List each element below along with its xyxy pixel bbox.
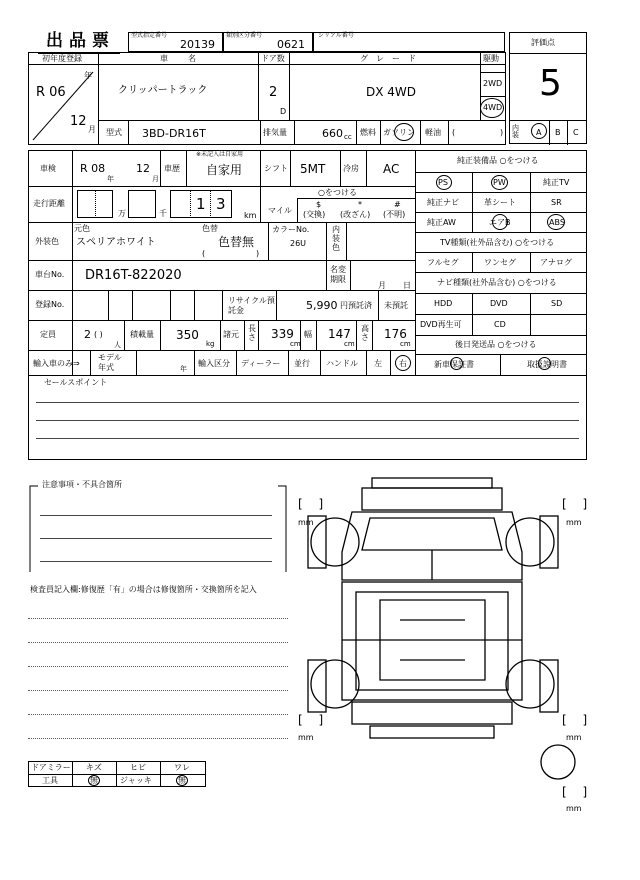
chassis-value: DR16T-822020 [85, 268, 182, 283]
mirror-label: ドアミラー [31, 763, 71, 772]
parallel-label[interactable]: 並行 [294, 359, 310, 368]
door-type: D [280, 107, 287, 116]
type-cert-value: 20139 [180, 38, 215, 51]
name-change-month: 月 [378, 281, 386, 290]
use-label: 車歴 [164, 164, 180, 173]
shaken-year: R 08 [80, 162, 106, 175]
tool-label: 工具 [42, 776, 58, 785]
doors-label: ドア数 [261, 54, 285, 63]
score-value: 5 [539, 63, 562, 104]
model-year-unit: 年 [180, 365, 187, 373]
serial-label: シリアル番号 [318, 32, 354, 39]
repaint-paren-open: ( [202, 249, 206, 258]
unknown-label[interactable]: (不明) [383, 210, 406, 219]
navi-hdd[interactable]: HDD [434, 299, 453, 308]
mileage-digit-1: 1 [196, 195, 206, 213]
tamper-sym: * [358, 200, 362, 209]
height-label: 高さ [361, 324, 369, 342]
left-label[interactable]: 左 [374, 359, 382, 368]
tamper-label[interactable]: (改ざん) [340, 210, 371, 219]
tool-circle [88, 775, 100, 786]
navi-dvd-play[interactable]: DVD再生可 [420, 320, 462, 329]
drive-label: 駆動 [483, 54, 499, 63]
width-cm: cm [344, 340, 355, 348]
drive-4wd-circle [480, 98, 504, 118]
mm-bottom-left: mm [298, 733, 314, 742]
drive-2wd[interactable]: 2WD [483, 79, 503, 88]
equip-abs-circle [547, 214, 565, 230]
mileage-man: 万 [118, 209, 126, 218]
equip-ps-circle [436, 175, 452, 190]
ac-label: 冷房 [343, 164, 359, 173]
equip-sr[interactable]: SR [551, 198, 562, 207]
shaken-month-unit: 月 [152, 175, 159, 183]
month-unit: 月 [88, 125, 96, 134]
fuel-gasoline[interactable]: ガソリン [383, 128, 415, 137]
circle-note: ○をつける [318, 188, 357, 197]
length-value: 339 [271, 327, 294, 341]
mileage-digit-2: 3 [216, 195, 226, 213]
vehicle-diagram [290, 470, 590, 770]
displacement-value: 660 [322, 127, 343, 140]
later-manual[interactable]: 取扱説明書 [527, 360, 567, 369]
shift-value: 5MT [300, 162, 326, 176]
dealer-label[interactable]: ディーラー [241, 359, 281, 368]
dims-label: 諸元 [223, 330, 239, 339]
navi-sd[interactable]: SD [551, 299, 563, 308]
equip-title: 純正装備品 ○をつける [457, 156, 539, 165]
repaint-paren-close: ) [256, 249, 260, 258]
mm-bottom-left-bracket: [ ] [298, 713, 324, 727]
right-handle-circle [395, 355, 411, 371]
ac-value: AC [383, 162, 400, 176]
import-class-label: 輸入区分 [198, 359, 230, 368]
recycle-label: リサイクル預託金 [228, 296, 275, 315]
height-cm: cm [400, 340, 411, 348]
capacity-value: 2 [84, 328, 91, 341]
shift-label: シフト [264, 164, 288, 173]
equip-airbag[interactable]: エアB [489, 218, 511, 227]
length-cm: cm [290, 340, 301, 348]
car-name-label: 車名 [160, 54, 216, 63]
fuel-gasoline-circle [394, 123, 414, 141]
reg-no-label: 登録No. [35, 300, 65, 309]
displacement-label: 排気量 [263, 128, 287, 137]
shaken-label: 車検 [40, 164, 56, 173]
first-reg-year: R 06 [36, 85, 66, 100]
mm-top-right: mm [566, 518, 582, 527]
navi-dvd[interactable]: DVD [490, 299, 508, 308]
kg-unit: kg [206, 340, 215, 348]
height-value: 176 [384, 327, 407, 341]
tool-value: 無 [90, 776, 98, 785]
navi-title: ナビ種類(社外品含む) ○をつける [437, 278, 557, 287]
color-no-value: 26U [290, 239, 307, 248]
mm-top-left: mm [298, 518, 314, 527]
length-label: 長さ [248, 324, 256, 342]
recycle-status[interactable]: 円預託済 [340, 301, 372, 310]
inspector-label: 検査員記入欄:修復歴「有」の場合は修復箇所・交換箇所を記入 [30, 585, 257, 594]
navi-cd[interactable]: CD [494, 320, 506, 329]
name-change-label: 名変期限 [330, 265, 346, 284]
exterior-color-value: スペリアホワイト [76, 237, 156, 248]
fuel-paren-close: ) [500, 128, 504, 137]
handle-label: ハンドル [326, 359, 358, 368]
interior-label: 内装 [512, 124, 519, 139]
break-label: ワレ [174, 763, 190, 772]
jack-circle [176, 775, 188, 786]
recycle-value: 5,990 [306, 299, 338, 312]
caution-label: 注意事項・不具合箇所 [42, 480, 122, 489]
unknown-sym: # [394, 200, 401, 209]
later-warranty[interactable]: 新車保証書 [434, 360, 474, 369]
interior-c[interactable]: C [573, 128, 579, 137]
sales-point-label: セールスポイント [44, 378, 108, 387]
equip-aw[interactable]: 純正AW [427, 218, 456, 227]
tv-title: TV種類(社外品含む) ○をつける [440, 238, 555, 247]
grade-label: グレード [360, 54, 424, 63]
tv-analog[interactable]: アナログ [540, 258, 572, 267]
equip-navi[interactable]: 純正ナビ [427, 198, 459, 207]
model-value: 3BD-DR16T [142, 127, 206, 140]
repaint-value: 色替無 [218, 235, 255, 249]
car-name-value: クリッパートラック [118, 85, 208, 96]
capacity-label: 定員 [40, 330, 56, 339]
equip-airbag-circle [492, 214, 508, 230]
equip-ps[interactable]: PS [438, 178, 448, 187]
exterior-label: 外装色 [35, 237, 59, 246]
doors-value: 2 [269, 85, 278, 100]
equip-pw-circle [491, 175, 508, 190]
class-label: 類別区分番号 [226, 32, 263, 39]
equip-tv[interactable]: 純正TV [543, 178, 570, 187]
spare-wheel [538, 742, 578, 782]
interior-b[interactable]: B [555, 128, 561, 137]
exchange-sym: $ [316, 200, 322, 209]
use-note: ※未記入は自家用 [196, 151, 244, 158]
scratch-label: キズ [86, 763, 102, 772]
mm-rear-bracket: [ ] [562, 785, 588, 799]
first-reg-month: 12 [70, 114, 87, 129]
import-label: 輸入車のみ⇒ [33, 359, 80, 368]
fuel-diesel[interactable]: 軽油 [425, 128, 441, 137]
later-warranty-circle [450, 357, 463, 370]
exchange-label[interactable]: (交換) [303, 210, 326, 219]
exterior-color-label: 元色 [74, 224, 90, 233]
form-title: 出品票 [46, 31, 115, 51]
jack-value: 無 [178, 776, 186, 785]
shaken-month: 12 [136, 162, 150, 175]
mm-rear: mm [566, 804, 582, 813]
capacity-paren: ( ) [94, 330, 103, 339]
chassis-label: 車台No. [35, 270, 65, 279]
fuel-paren-open: ( [452, 128, 456, 137]
model-label: 型式 [106, 128, 122, 137]
repaint-label: 色替 [202, 224, 218, 233]
grade-value: DX 4WD [366, 85, 417, 99]
score-label: 評価点 [531, 38, 555, 47]
fuel-label: 燃料 [360, 128, 376, 137]
mile-label: マイル [268, 206, 292, 215]
name-change-day: 日 [403, 281, 411, 290]
recycle-unpaid[interactable]: 未預託 [384, 301, 408, 310]
first-reg-label: 初年度登録 [42, 54, 82, 63]
mm-top-right-bracket: [ ] [562, 497, 588, 511]
crack-label: ヒビ [130, 763, 146, 772]
use-value: 自家用 [206, 163, 243, 177]
equip-abs[interactable]: ABS [549, 218, 565, 227]
later-title: 後日発送品 ○をつける [455, 340, 537, 349]
later-manual-circle [538, 357, 551, 370]
person-unit: 人 [114, 341, 121, 349]
equip-pw[interactable]: PW [493, 178, 506, 187]
tv-oneseg[interactable]: ワンセグ [484, 258, 516, 267]
year-unit: 年 [84, 71, 92, 80]
tv-fullseg[interactable]: フルセグ [427, 258, 459, 267]
mm-top-left-bracket: [ ] [298, 497, 324, 511]
load-value: 350 [176, 328, 199, 342]
right-label[interactable]: 右 [399, 359, 407, 368]
interior-color-label: 内装色 [332, 225, 340, 252]
cc-unit: cc [344, 133, 352, 141]
type-cert-label: 型式指定番号 [131, 32, 168, 39]
km-unit: km [244, 211, 257, 220]
width-value: 147 [328, 327, 351, 341]
mm-bottom-right-bracket: [ ] [562, 713, 588, 727]
load-label: 積載量 [130, 330, 154, 339]
interior-a-circle [531, 123, 547, 139]
jack-label: ジャッキ [120, 776, 152, 785]
equip-leather[interactable]: 革シート [484, 198, 516, 207]
shaken-year-unit: 年 [107, 175, 114, 183]
mileage-sen: 千 [159, 209, 167, 218]
class-value: 0621 [277, 38, 305, 51]
width-label: 幅 [304, 330, 312, 339]
interior-a[interactable]: A [536, 128, 542, 137]
color-no-label: カラーNo. [272, 225, 310, 234]
drive-4wd[interactable]: 4WD [483, 103, 503, 112]
model-year-label: モデル年式 [98, 353, 122, 372]
mileage-label: 走行距離 [33, 199, 65, 208]
mm-bottom-right: mm [566, 733, 582, 742]
